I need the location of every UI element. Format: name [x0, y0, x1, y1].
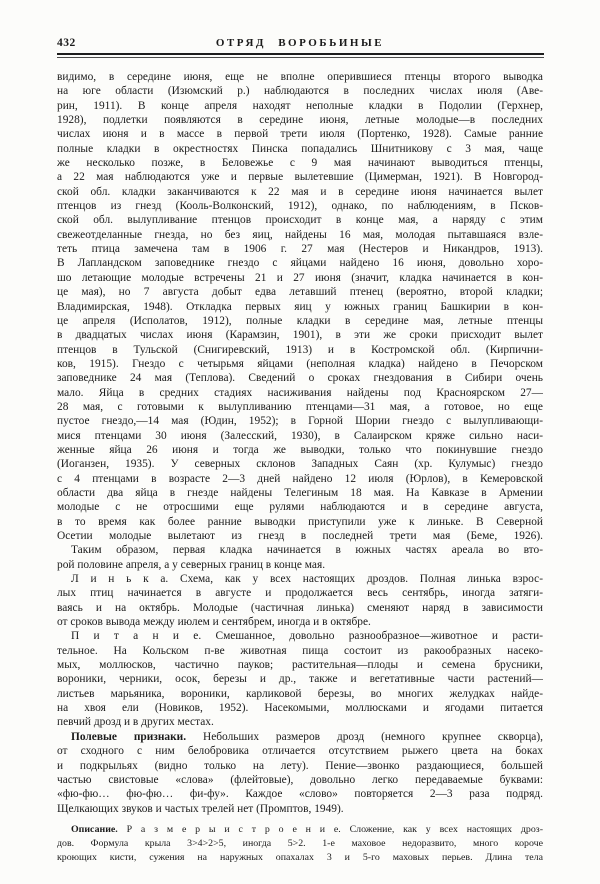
text-line: вороники, черники, осок, березы и др., также и вегетативные части растений—: [57, 673, 543, 686]
text-line: молодые с не отросшими еще рулями наблюдаются и в середине августа,: [57, 501, 543, 514]
text-line: ской обл. вылупливание птенцов происходит в конце мая, а наряду с этим: [57, 214, 543, 227]
text-line: рой половине апреля, а у северных границ в конце мая.: [57, 558, 326, 571]
text-line: свежеотделанные гнезда, но без яиц, найдены 16 мая, молодая пытавшаяся взле-: [57, 228, 543, 241]
text-line: дов. Формула крыла 3>4>2>5, иногда 5>2. 1-е маховое недоразвито, много короче: [57, 837, 543, 849]
text-line: пустое гнездо,—14 мая (Юдин, 1952); в Горной Шории гнездо с вылупливающи-: [57, 415, 543, 428]
text-line: ков, 1915). Гнездо с четырьмя яйцами (неполная кладка) найдено в Печорском: [57, 357, 543, 370]
text-line: Осетии молодые вылетают из гнезд в последней трети мая (Беме, 1926).: [57, 530, 543, 542]
page-header: [57, 37, 543, 51]
text-line: в то время как более ранние выводки приступили уже к линьке. В Северной: [57, 515, 543, 528]
text-line: мых, моллюсков, частично пауков; растительная—плоды и семена брусники,: [57, 659, 543, 672]
paragraph: [57, 823, 543, 865]
text-line: на хвоя ели (Новиков, 1952). Насекомыми, моллюсками и ягодами питается: [57, 702, 543, 715]
page-number: 432: [57, 37, 76, 49]
text-line: частью свистовые «слова» (флейтовые), довольно легко передаваемые буквами:: [57, 773, 543, 786]
text-line: шо летающие молодые встречены 21 и 27 июня (значит, кладка начинается в кон-: [57, 271, 543, 284]
text-line: це апреля (Исполатов, 1912), полные кладки в середине мая, летные птенцы: [57, 314, 543, 327]
text-line: Щелкающих звуков и частых трелей нет (Промптов, 1949).: [57, 802, 344, 815]
text-line: Полевые признаки. Небольших размеров дрозд (немного крупнее скворца),: [71, 730, 543, 743]
paragraph: [57, 629, 543, 729]
text-line: Таким образом, первая кладка начинается в южных частях ареала во вто-: [71, 544, 543, 557]
text-line: 1928), подлетки появляются в середине июня, летные молодые—в последних: [57, 114, 543, 127]
text-line: тельное. На Кольском п-ве животная пища состоит из ракообразных насеко-: [57, 644, 543, 657]
text-line: (Иоганзен, 1935). У северных склонов Западных Саян (хр. Кулумыс) гнездо: [57, 458, 543, 471]
text-line: области два яйца в гнезде найдены Телегиным 18 мая. На Кавказе в Армении: [57, 486, 543, 499]
running-head: ОТРЯД ВОРОБЬИНЫЕ: [215, 37, 385, 49]
paragraph: [57, 70, 543, 543]
text-line: на юге области (Изюмский р.) наблюдаются в последних числах июля (Аве-: [57, 85, 543, 98]
text-line: женные яйца 26 июня и тогда же выводки, только что покинувшие гнездо: [57, 443, 543, 456]
bold-lead-in: Полевые признаки.: [71, 730, 187, 743]
body-text: [57, 70, 543, 865]
text-line: теть птица замечена там в 1906 г. 27 мая (Нестеров и Никандров, 1913).: [57, 243, 543, 256]
text-line: полные кладки в окрестностях Пинска попадались Шнитникову с 3 мая, чаще: [57, 142, 543, 155]
text-line: от сходного с ним белобровика отличается отсутствием рыжего цвета на боках: [57, 745, 543, 758]
text-line: рин, 1911). В конце апреля находят неполные кладки в Подолии (Герхнер,: [57, 99, 543, 112]
text-line: от сроков вывода между июлем и сентябрем, иногда и в октябре.: [57, 616, 371, 629]
text-line: мало. Яйца в средних стадиях насиживания найдены под Красноярском 27—: [57, 386, 543, 399]
text-line: Л и н ь к а. Схема, как у всех настоящих дроздов. Полная линька взрос-: [71, 573, 543, 586]
bold-lead-in: Описание.: [71, 823, 118, 835]
text-line: певчий дрозд и в других местах.: [57, 716, 214, 729]
text-line: П и т а н и е. Смешанное, довольно разнообразное—животное и расти-: [71, 630, 543, 643]
text-line: В Лапландском заповеднике гнездо с яйцами найдено 16 июня, довольно хоро-: [57, 257, 543, 270]
text-line: листьев марьяника, вороники, карликовой березы, во многих желудках найде-: [57, 687, 543, 700]
text-line: с 4 птенцами в возрасте 2—3 дней найдено 12 июля (Юрлов), в Кемеровской: [57, 472, 543, 485]
text-line: мися птенцами 30 июня (Залесский, 1930), в Салаирском кряже сильно наси-: [57, 429, 543, 442]
text-line: птенцов в Тульской (Снигиревский, 1913) и в Костромской обл. (Кирпични-: [57, 343, 543, 356]
header-rule: [57, 53, 544, 58]
text-line: ваясь и на октябрь. Молодые (частичная линька) сменяют наряд в зависимости: [57, 601, 543, 614]
text-line: в двадцатых числах июня (Карамзин, 1901), в эти же сроки присходит вылет: [57, 329, 543, 342]
text-line: «фю-фю… фю-фю… фи-фу». Каждое «слово» повторяется 2—3 раза подряд.: [57, 788, 543, 801]
text-line: лых птиц начинается в августе и продолжается весь сентябрь, иногда затяги-: [57, 587, 543, 600]
text-line: 28 мая, с готовыми к вылупливанию птенцами—31 мая, а готовое, но еще: [57, 400, 543, 413]
text-line: видимо, в середине июня, еще не вполне оперившиеся птенцы второго выводка: [57, 71, 543, 83]
text-line: ской обл. кладки заканчиваются к 22 мая и в середине июня начинается вылет: [57, 185, 543, 198]
paragraph: [57, 730, 543, 816]
text-line: Владимирская, 1948). Откладка первых яиц у южных границ Башкирии в кон-: [57, 300, 543, 313]
text-line: Описание. Р а з м е р ы и с т р о е н и е. Сложение, как у всех настоящих дроз-: [71, 823, 543, 835]
text-line: числах июня и в массе в первой трети июля (Портенко, 1928). Самые ранние: [57, 128, 543, 141]
text-line: птенцов из гнезд (Кооль-Волконский, 1912), однако, по наблюдениям, в Псков-: [57, 200, 543, 213]
text-line: кроющих кисти, сужения на наружных опахалах 3 и 5-го маховых перьев. Длина тела: [57, 851, 543, 863]
text-line: и подкрыльях (видно только на лету). Пение—звонко раздающиеся, большей: [57, 759, 543, 772]
paragraph: [57, 572, 543, 629]
text-line: а 22 мая наблюдаются уже и первые вылетевшие (Цимерман, 1921). В Новгород-: [57, 171, 543, 184]
text-line: це мая), но 7 августа добыт едва летавший птенец (вероятно, второй кладки;: [57, 286, 543, 299]
paragraph: [57, 543, 543, 572]
text-line: заповеднике 24 мая (Теплова). Сведений о сроках гнездования в Сибири очень: [57, 372, 543, 385]
text-line: же несколько позже, в Беловежье с 9 мая начинают выводиться птенцы,: [57, 157, 543, 170]
